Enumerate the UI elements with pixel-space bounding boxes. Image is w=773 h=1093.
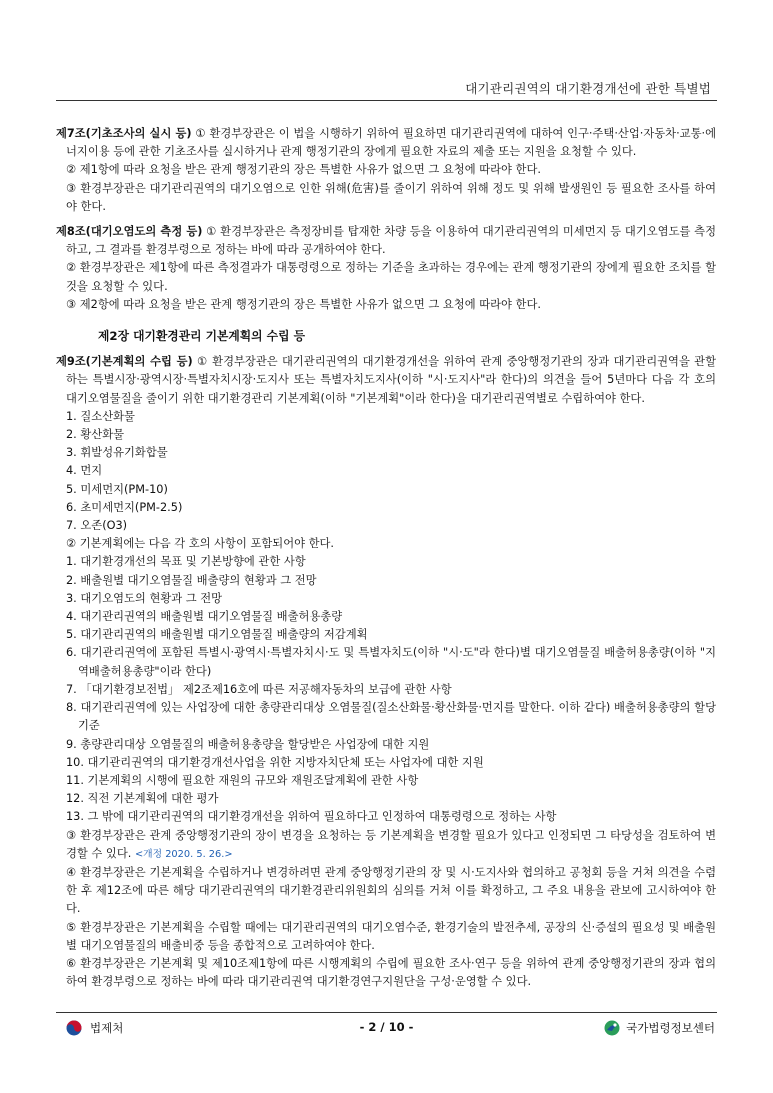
article-9-title: 제9조(기본계획의 수립 등) xyxy=(56,355,193,369)
amendment-note[interactable]: <개정 2020. 5. 26.> xyxy=(134,848,233,860)
footer-divider xyxy=(56,1012,717,1013)
list-item: 4. 대기관리권역의 배출원별 대기오염물질 배출허용총량 xyxy=(66,610,343,624)
article-7-text: ① 환경부장관은 이 법을 시행하기 위하여 필요하면 대기관리권역에 대하여 인구·주택·산업·자동차·교통·에너지이용 등에 관한 기초조사를 실시하거나 관계 행정기관의 장에게 필요한 자료의 제출 또는 지원을 요청할 수 있다. xyxy=(66,127,716,159)
footer-org-name: 법제처 xyxy=(90,1021,124,1035)
article-9-para-6: ⑥ 환경부장관은 기본계획 및 제10조제1항에 따른 시행계획의 수립에 필요한 조사·연구 등을 위하여 관계 중앙행정기관의 장과 협의하여 환경부령으로 정하는 바에 따라 대기관리권역 대기환경연구지원단을 구성·운영할 수 있다. xyxy=(66,956,716,989)
list-item: 2. 황산화물 xyxy=(66,428,125,442)
list-item: 13. 그 밖에 대기관리권역의 대기환경개선을 위하여 필요하다고 인정하여 대통령령으로 정하는 사항 xyxy=(66,810,557,824)
list-item: 3. 휘발성유기화합물 xyxy=(66,446,168,460)
list-item: 5. 대기관리권역의 배출원별 대기오염물질 배출량의 저감계획 xyxy=(66,628,368,642)
list-item: 7. 오존(O3) xyxy=(66,519,128,533)
list-item: 1. 질소산화물 xyxy=(66,409,135,423)
header-title: 대기관리권역의 대기환경개선에 관한 특별법 xyxy=(465,81,711,96)
article-8-title: 제8조(대기오염도의 측정 등) xyxy=(56,225,203,239)
list-item: 8. 대기관리권역에 있는 사업장에 대한 총량관리대상 오염물질(질소산화물·황산화물·먼지를 말한다. 이하 같다) 배출허용총량의 할당기준 xyxy=(66,701,716,733)
article-9-para-5: ⑤ 환경부장관은 기본계획을 수립할 때에는 대기관리권역의 대기오염수준, 환경기술의 발전추세, 공장의 신·증설의 필요성 및 배출원별 대기오염물질의 배출비중 등을 종합적으로 고려하여야 한다. xyxy=(66,920,716,952)
article-8-para-3: ③ 제2항에 따라 요청을 받은 관계 행정기관의 장은 특별한 사유가 없으면 그 요청에 따라야 한다. xyxy=(66,297,541,311)
list-item: 3. 대기오염도의 현황과 그 전망 xyxy=(66,591,223,605)
list-item: 7. 「대기환경보전법」 제2조제16호에 따른 저공해자동차의 보급에 관한 사항 xyxy=(66,682,452,696)
pollutant-list xyxy=(56,408,716,535)
list-item: 10. 대기관리권역의 대기환경개선사업을 위한 지방자치단체 또는 사업자에 대한 지원 xyxy=(66,755,484,769)
article-8-text: ① 환경부장관은 측정장비를 탑재한 차량 등을 이용하여 대기관리권역의 미세먼지 등 대기오염도를 측정하고, 그 결과를 환경부령으로 정하는 바에 따라 공개하여야 한다. xyxy=(66,225,716,257)
article-9-para-1 xyxy=(56,353,716,408)
article-8-para-2: ② 환경부장관은 제1항에 따른 측정결과가 대통령령으로 정하는 기준을 초과하는 경우에는 관계 행정기관의 장에게 필요한 조치를 할 것을 요청할 수 있다. xyxy=(66,261,716,293)
list-item: 12. 직전 기본계획에 대한 평가 xyxy=(66,792,219,806)
list-item: 2. 배출원별 대기오염물질 배출량의 현황과 그 전망 xyxy=(66,573,317,587)
list-item: 5. 미세먼지(PM-10) xyxy=(66,482,168,496)
article-9-para-2: ② 기본계획에는 다음 각 호의 사항이 포함되어야 한다. xyxy=(66,537,335,551)
article-9-para-3 xyxy=(56,827,716,864)
list-item: 9. 총량관리대상 오염물질의 배출허용총량을 할당받은 사업장에 대한 지원 xyxy=(66,737,430,751)
chapter-title: 제2장 대기환경관리 기본계획의 수립 등 xyxy=(98,329,305,344)
footer-center-name: 국가법령정보센터 xyxy=(626,1021,715,1035)
list-item: 1. 대기환경개선의 목표 및 기본방향에 관한 사항 xyxy=(66,555,306,569)
plan-contents-list xyxy=(56,553,716,826)
document-body xyxy=(56,125,716,991)
article-9-para-3-text: ③ 환경부장관은 관계 중앙행정기관의 장이 변경을 요청하는 등 기본계획을 변경할 필요가 있다고 인정되면 그 타당성을 검토하여 변경할 수 있다. xyxy=(66,828,716,860)
article-9-para-4: ④ 환경부장관은 기본계획을 수립하거나 변경하려면 관계 중앙행정기관의 장 및 시·도지사와 협의하고 공청회 등을 거쳐 의견을 수렴한 후 제12조에 따른 해당 대기관리권역의 대기환경관리위원회의 심의를 거쳐 이를 확정하고, 그 주요 내용을 관보에 고시하여야 한다. xyxy=(66,865,716,916)
article-7-para-1 xyxy=(56,125,716,161)
article-7-para-2: ② 제1항에 따라 요청을 받은 관계 행정기관의 장은 특별한 사유가 없으면 그 요청에 따라야 한다. xyxy=(66,163,541,177)
article-9-text: ① 환경부장관은 대기관리권역의 대기환경개선을 위하여 관계 중앙행정기관의 장과 대기관리권역을 관할하는 특별시장·광역시장·특별자치시장·도지사 또는 특별자치도지사(이하 "시·도지사"라 한다)의 의견을 들어 5년마다 다음 각 호의 대기오염물질을 줄이기 위한 대기환경관리 기본계획(이하 "기본계획"이라 한다)을 대기관리권역별로 수립하여야 한다. xyxy=(66,355,717,405)
article-7-para-3: ③ 환경부장관은 대기관리권역의 대기오염으로 인한 위해(危害)를 줄이기 위하여 위해 정도 및 위해 발생원인 등 필요한 조사를 하여야 한다. xyxy=(66,181,716,213)
page-number: - 2 / 10 - xyxy=(359,1020,414,1034)
list-item: 11. 기본계획의 시행에 필요한 재원의 규모와 재원조달계획에 관한 사항 xyxy=(66,773,419,787)
header-divider xyxy=(56,100,717,101)
footer-right xyxy=(604,1020,715,1036)
list-item: 4. 먼지 xyxy=(66,464,103,478)
article-8-para-1 xyxy=(56,223,716,259)
article-7-title: 제7조(기초조사의 실시 등) xyxy=(56,127,192,140)
law-center-logo-icon xyxy=(604,1020,620,1036)
list-item: 6. 초미세먼지(PM-2.5) xyxy=(66,500,183,514)
list-item: 6. 대기관리권역에 포함된 특별시·광역시·특별자치시·도 및 특별자치도(이하 "시·도"라 한다)별 대기오염물질 배출허용총량(이하 "지역배출허용총량"이라 한다) xyxy=(66,646,716,678)
